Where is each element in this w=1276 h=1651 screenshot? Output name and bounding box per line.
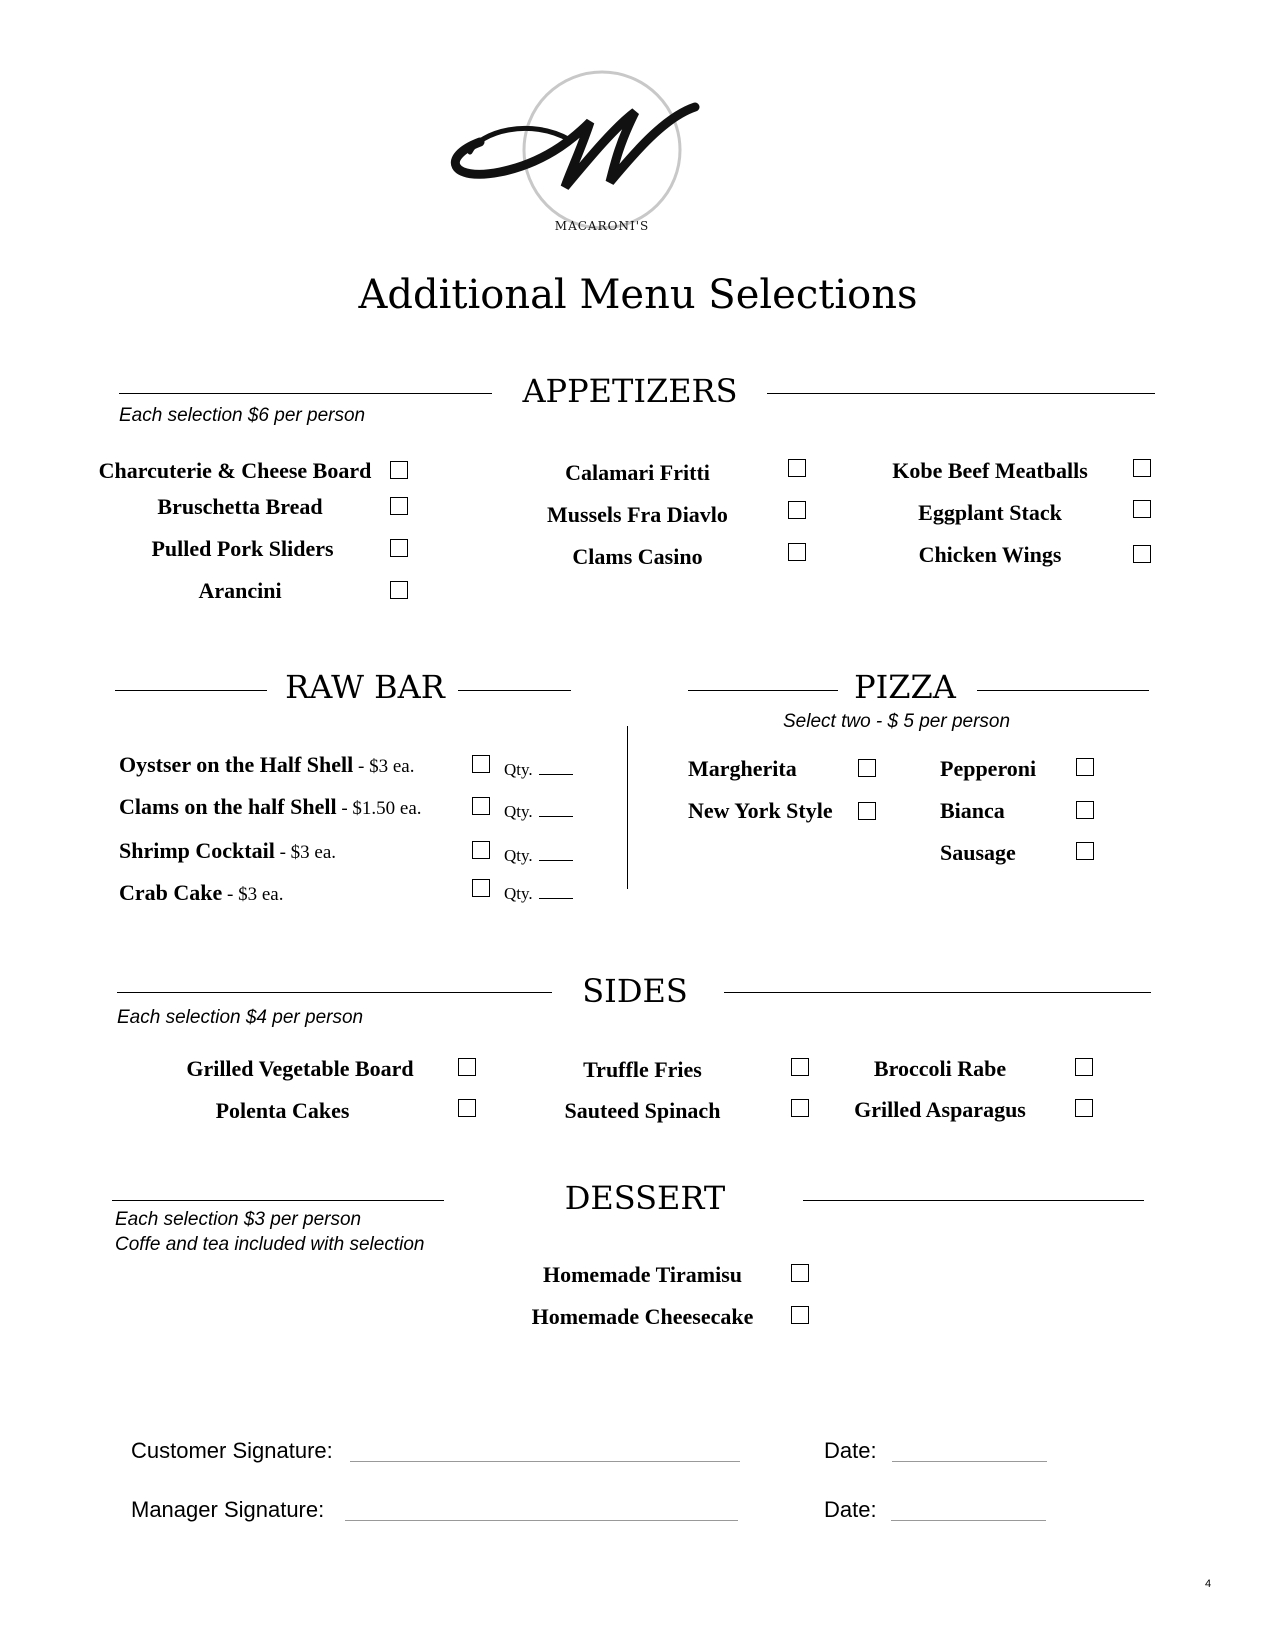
appetizers-note: Each selection $6 per person: [119, 405, 366, 426]
pizza-rule-right: [977, 690, 1149, 691]
macaronis-logo: [440, 62, 740, 252]
raw-bar-rule-left: [115, 690, 267, 691]
appetizer-checkbox[interactable]: [390, 497, 408, 515]
qty-field[interactable]: [504, 884, 573, 904]
raw-bar-item-name: Crab Cake: [119, 880, 223, 905]
appetizer-item: Chicken Wings: [918, 542, 1062, 567]
appetizer-checkbox[interactable]: [788, 459, 806, 477]
dessert-checkbox[interactable]: [791, 1306, 809, 1324]
dessert-checkbox[interactable]: [791, 1264, 809, 1282]
logo-wordmark: MACARONI'S: [554, 219, 650, 233]
side-item: Sauteed Spinach: [564, 1098, 721, 1123]
appetizer-checkbox[interactable]: [788, 501, 806, 519]
side-item: Grilled Asparagus: [854, 1097, 1026, 1122]
side-item: Broccoli Rabe: [873, 1056, 1007, 1081]
pizza-item: Sausage: [940, 840, 1016, 865]
raw-bar-rule-right: [458, 690, 571, 691]
pizza-checkbox[interactable]: [1076, 758, 1094, 776]
customer-date-field[interactable]: [892, 1461, 1047, 1462]
customer-signature-label: Customer Signature:: [131, 1438, 333, 1463]
dessert-item: Homemade Tiramisu: [542, 1262, 743, 1287]
pizza-item: Margherita: [688, 756, 797, 781]
side-checkbox[interactable]: [791, 1058, 809, 1076]
raw-bar-checkbox[interactable]: [472, 841, 490, 859]
appetizers-rule-right: [767, 393, 1155, 394]
raw-bar-item: [119, 752, 414, 778]
manager-signature-label: Manager Signature:: [131, 1497, 325, 1522]
sides-rule-right: [724, 992, 1151, 993]
appetizer-checkbox[interactable]: [1133, 545, 1151, 563]
raw-bar-checkbox[interactable]: [472, 879, 490, 897]
raw-bar-title: RAW BAR: [285, 668, 445, 706]
appetizer-checkbox[interactable]: [1133, 500, 1151, 518]
appetizer-item: Pulled Pork Sliders: [151, 536, 334, 561]
appetizers-rule-left: [119, 393, 492, 394]
side-item: Polenta Cakes: [215, 1098, 350, 1123]
appetizer-item: Eggplant Stack: [918, 500, 1062, 525]
dessert-note: Each selection $3 per person: [115, 1209, 362, 1230]
raw-bar-item-price: - $1.50 ea.: [336, 798, 422, 819]
sides-title: SIDES: [582, 972, 688, 1010]
pizza-item: New York Style: [688, 798, 833, 823]
pizza-checkbox[interactable]: [1076, 842, 1094, 860]
appetizer-checkbox[interactable]: [390, 461, 408, 479]
raw-bar-item-price: - $3 ea.: [274, 842, 337, 863]
appetizer-checkbox[interactable]: [1133, 459, 1151, 477]
appetizer-checkbox[interactable]: [390, 581, 408, 599]
dessert-title: DESSERT: [564, 1179, 726, 1217]
appetizer-item: Arancini: [198, 578, 282, 603]
qty-field[interactable]: [504, 802, 573, 822]
pizza-note: Select two - $ 5 per person: [783, 711, 1011, 732]
sides-rule-left: [117, 992, 552, 993]
customer-signature-field[interactable]: [350, 1461, 740, 1462]
raw-bar-item-name: Oystser on the Half Shell: [119, 752, 354, 777]
qty-field[interactable]: [504, 846, 573, 866]
raw-bar-checkbox[interactable]: [472, 797, 490, 815]
dessert-note: Coffe and tea included with selection: [115, 1234, 425, 1255]
pizza-checkbox[interactable]: [1076, 801, 1094, 819]
raw-bar-item-name: Clams on the half Shell: [119, 794, 337, 819]
appetizer-item: Kobe Beef Meatballs: [892, 458, 1088, 483]
pizza-checkbox[interactable]: [858, 759, 876, 777]
dessert-rule-right: [803, 1200, 1144, 1201]
logo-monogram-icon: [440, 62, 740, 252]
raw-bar-item: [119, 838, 336, 864]
dessert-item: Homemade Cheesecake: [531, 1304, 754, 1329]
dessert-rule-left: [112, 1200, 444, 1201]
side-item: Grilled Vegetable Board: [186, 1056, 414, 1081]
side-checkbox[interactable]: [1075, 1058, 1093, 1076]
page-title: Additional Menu Selections: [358, 272, 918, 318]
appetizer-item: Bruschetta Bread: [157, 494, 323, 519]
qty-field[interactable]: [504, 760, 573, 780]
raw-bar-item: [119, 880, 283, 906]
raw-bar-item-name: Shrimp Cocktail: [119, 838, 275, 863]
side-checkbox[interactable]: [1075, 1099, 1093, 1117]
side-checkbox[interactable]: [791, 1099, 809, 1117]
side-item: Truffle Fries: [583, 1057, 702, 1082]
raw-bar-item: [119, 794, 422, 820]
pizza-rule-left: [688, 690, 838, 691]
page-number: 4: [1205, 1578, 1212, 1590]
qty-label: Qty.: [504, 846, 533, 865]
sides-note: Each selection $4 per person: [117, 1007, 364, 1028]
appetizer-checkbox[interactable]: [390, 539, 408, 557]
appetizer-checkbox[interactable]: [788, 543, 806, 561]
qty-label: Qty.: [504, 802, 533, 821]
raw-bar-item-price: - $3 ea.: [222, 884, 284, 905]
raw-bar-item-price: - $3 ea.: [353, 756, 415, 777]
pizza-item: Bianca: [940, 798, 1005, 823]
raw-bar-checkbox[interactable]: [472, 755, 490, 773]
pizza-checkbox[interactable]: [858, 802, 876, 820]
appetizer-item: Calamari Fritti: [565, 460, 710, 485]
side-checkbox[interactable]: [458, 1058, 476, 1076]
date-label: Date:: [824, 1497, 877, 1522]
qty-label: Qty.: [504, 760, 533, 779]
date-label: Date:: [824, 1438, 877, 1463]
appetizers-title: APPETIZERS: [522, 372, 738, 410]
side-checkbox[interactable]: [458, 1099, 476, 1117]
appetizer-item: Clams Casino: [572, 544, 703, 569]
section-divider: [627, 726, 628, 889]
manager-date-field[interactable]: [891, 1520, 1046, 1521]
appetizer-item: Mussels Fra Diavlo: [547, 502, 728, 527]
pizza-title: PIZZA: [854, 668, 956, 706]
appetizer-item: Charcuterie & Cheese Board: [98, 458, 372, 483]
pizza-item: Pepperoni: [940, 756, 1037, 781]
manager-signature-field[interactable]: [345, 1520, 738, 1521]
qty-label: Qty.: [504, 884, 533, 903]
